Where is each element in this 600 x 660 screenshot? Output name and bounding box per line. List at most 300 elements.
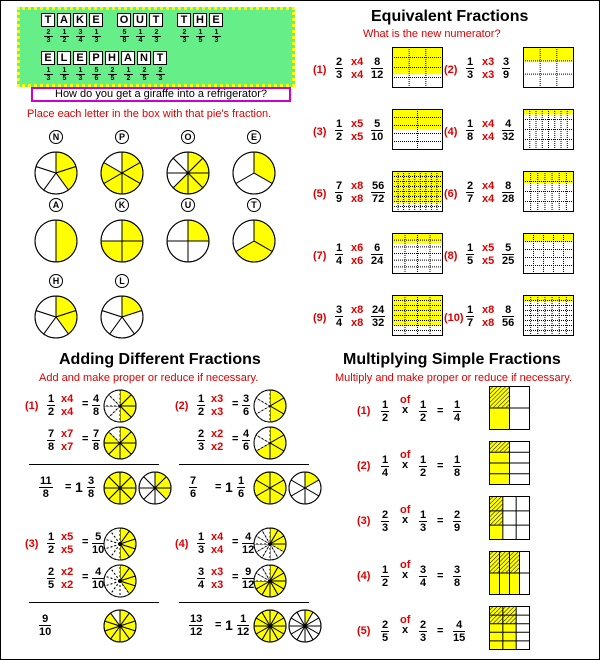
equals-sign: = bbox=[437, 625, 444, 637]
multiplier: x2 bbox=[211, 441, 224, 453]
addend-pie bbox=[253, 527, 287, 561]
numerator: 1 bbox=[420, 509, 427, 521]
puzzle-fraction bbox=[92, 29, 101, 44]
puzzle-letter-box[interactable]: T bbox=[177, 13, 191, 27]
numerator: 7 bbox=[93, 428, 100, 440]
denominator: 3 bbox=[420, 632, 427, 644]
puzzle-letter-box[interactable]: E bbox=[73, 51, 87, 65]
sum-fraction bbox=[39, 475, 53, 500]
denominator: 2 bbox=[48, 406, 55, 418]
pie-letter-label: T bbox=[247, 198, 261, 212]
whole-number: 1 bbox=[75, 479, 83, 495]
numerator: 2 bbox=[108, 67, 117, 75]
second-factor bbox=[419, 454, 427, 479]
numerator: 4 bbox=[93, 393, 100, 405]
puzzle-fraction bbox=[108, 67, 117, 82]
multiplier: x4 bbox=[61, 393, 74, 405]
sum-line bbox=[179, 464, 309, 465]
multiplier: x3 bbox=[482, 69, 495, 81]
denominator: 2 bbox=[198, 406, 205, 418]
puzzle-fraction bbox=[44, 29, 53, 44]
denominator: 5 bbox=[198, 37, 203, 44]
times-sign: x bbox=[402, 624, 409, 636]
numerator: 2 bbox=[140, 67, 149, 75]
multiplier: x4 bbox=[211, 544, 224, 556]
product-fraction bbox=[453, 564, 461, 589]
puzzle-letter-box[interactable]: P bbox=[89, 51, 103, 65]
numerator: 8 bbox=[502, 304, 514, 317]
addend-pie bbox=[253, 426, 287, 460]
second-factor bbox=[419, 564, 427, 589]
of-label: of bbox=[400, 449, 411, 461]
multiplier: x3 bbox=[482, 56, 495, 68]
numerator: 1 bbox=[92, 29, 101, 37]
multiply-grid bbox=[489, 496, 530, 540]
puzzle-letter-box[interactable]: A bbox=[121, 51, 135, 65]
equivalent-fraction bbox=[371, 56, 383, 81]
equivalent-grid bbox=[523, 233, 574, 274]
denominator: 4 bbox=[78, 37, 83, 44]
equivalent-fraction bbox=[502, 180, 514, 205]
multiplier: x6 bbox=[351, 242, 364, 254]
first-factor bbox=[381, 564, 389, 589]
numerator: 1 bbox=[198, 531, 205, 543]
addend-fraction bbox=[197, 566, 205, 591]
denominator: 10 bbox=[371, 131, 384, 143]
puzzle-fraction bbox=[92, 67, 101, 82]
matching-pie bbox=[100, 219, 144, 263]
pie-slice bbox=[35, 220, 56, 262]
puzzle-fraction bbox=[60, 67, 69, 82]
numerator: 3 bbox=[454, 564, 461, 576]
numerator: 3 bbox=[420, 564, 427, 576]
multiply-grid bbox=[489, 441, 530, 485]
denominator: 72 bbox=[372, 193, 385, 205]
equals-sign: = bbox=[215, 619, 222, 631]
multiplier: x3 bbox=[211, 566, 224, 578]
multiplier: x7 bbox=[61, 441, 74, 453]
numerator: 2 bbox=[156, 67, 165, 75]
whole-number: 1 bbox=[225, 617, 233, 633]
puzzle-fraction bbox=[44, 67, 53, 82]
numerator: 3 bbox=[198, 566, 205, 578]
denominator: 3 bbox=[46, 75, 51, 82]
denominator: 2 bbox=[382, 577, 389, 589]
numerator: 6 bbox=[371, 242, 383, 255]
first-factor bbox=[381, 509, 389, 534]
multiplier: x2 bbox=[61, 579, 74, 591]
numerator: 3 bbox=[88, 475, 95, 487]
result-pie bbox=[288, 471, 322, 505]
original-fraction bbox=[335, 304, 343, 329]
problem-number: (4) bbox=[444, 126, 458, 138]
problem-number: (4) bbox=[175, 538, 189, 550]
denominator: 6 bbox=[243, 441, 250, 453]
times-sign: x bbox=[402, 404, 409, 416]
denominator: 6 bbox=[238, 488, 245, 500]
denominator: 12 bbox=[371, 69, 384, 81]
multiplier: x4 bbox=[351, 69, 364, 81]
equivalent-grid bbox=[392, 233, 443, 274]
multiplier: x7 bbox=[61, 428, 74, 440]
denominator: 8 bbox=[467, 131, 474, 143]
multiplier: x3 bbox=[211, 406, 224, 418]
denominator: 4 bbox=[198, 579, 205, 591]
pie-letter-label: N bbox=[49, 130, 63, 144]
original-fraction bbox=[335, 118, 343, 143]
denominator: 6 bbox=[243, 406, 250, 418]
addend-pie bbox=[253, 564, 287, 598]
matching-pie bbox=[166, 219, 210, 263]
converted-fraction bbox=[242, 393, 250, 418]
denominator: 5 bbox=[48, 579, 55, 591]
pie-letter-label: E bbox=[247, 130, 261, 144]
denominator: 12 bbox=[190, 626, 203, 638]
numerator: 8 bbox=[502, 180, 514, 193]
multiplier: x4 bbox=[482, 180, 495, 192]
puzzle-letter-box[interactable]: L bbox=[57, 51, 71, 65]
denominator: 3 bbox=[154, 37, 159, 44]
problem-number: (1) bbox=[25, 400, 39, 412]
first-factor bbox=[381, 619, 389, 644]
puzzle-letter-box[interactable]: H bbox=[105, 51, 119, 65]
numerator: 1 bbox=[237, 613, 249, 626]
numerator: 56 bbox=[372, 180, 385, 192]
original-fraction bbox=[335, 56, 343, 81]
numerator: 5 bbox=[120, 29, 129, 37]
addend-pie bbox=[103, 389, 137, 423]
multiplier: x5 bbox=[61, 544, 74, 556]
matching-pie bbox=[34, 219, 78, 263]
numerator: 2 bbox=[382, 619, 389, 631]
matching-pie bbox=[232, 151, 276, 195]
numerator: 4 bbox=[453, 619, 465, 632]
puzzle-fraction bbox=[76, 67, 85, 82]
equivalent-grid bbox=[523, 47, 574, 88]
equivalent-subtitle: What is the new numerator? bbox=[363, 28, 501, 40]
numerator: 4 bbox=[242, 531, 254, 544]
denominator: 3 bbox=[467, 69, 474, 81]
denominator: 4 bbox=[420, 577, 427, 589]
original-fraction bbox=[466, 118, 474, 143]
original-fraction bbox=[335, 242, 343, 267]
sum-line bbox=[29, 602, 159, 603]
multiplier: x4 bbox=[211, 531, 224, 543]
equivalent-fraction bbox=[502, 242, 514, 267]
multiplier: x4 bbox=[482, 193, 495, 205]
numerator: 2 bbox=[198, 428, 205, 440]
numerator: 1 bbox=[336, 242, 343, 254]
product-fraction bbox=[453, 509, 461, 534]
addend-pie bbox=[253, 389, 287, 423]
multiplier: x3 bbox=[211, 393, 224, 405]
of-label: of bbox=[400, 504, 411, 516]
multiplier: x5 bbox=[482, 255, 495, 267]
pie-letter-label: K bbox=[115, 198, 129, 212]
riddle-question: How do you get a giraffe into a refrigerator? bbox=[55, 88, 267, 100]
denominator: 2 bbox=[48, 544, 55, 556]
equals-sign: = bbox=[232, 433, 239, 445]
puzzle-letter-box[interactable]: E bbox=[209, 13, 223, 27]
numerator: 2 bbox=[336, 56, 343, 68]
numerator: 2 bbox=[420, 619, 427, 631]
denominator: 9 bbox=[503, 69, 510, 81]
sum-fraction bbox=[39, 613, 51, 638]
denominator: 2 bbox=[420, 467, 427, 479]
numerator: 2 bbox=[454, 509, 461, 521]
mixed-fraction bbox=[237, 613, 249, 638]
numerator: 2 bbox=[382, 509, 389, 521]
denominator: 32 bbox=[372, 317, 385, 329]
denominator: 3 bbox=[78, 75, 83, 82]
equals-sign: = bbox=[82, 536, 89, 548]
product-fraction bbox=[453, 399, 461, 424]
denominator: 5 bbox=[382, 632, 389, 644]
problem-number: (10) bbox=[444, 312, 464, 324]
numerator: 1 bbox=[212, 29, 221, 37]
grid-hatch bbox=[490, 387, 510, 409]
adding-title: Adding Different Fractions bbox=[59, 351, 261, 368]
puzzle-letter-box[interactable]: H bbox=[193, 13, 207, 27]
equals-sign: = bbox=[437, 570, 444, 582]
numerator: 1 bbox=[238, 475, 245, 487]
puzzle-fraction bbox=[60, 29, 69, 44]
numerator: 5 bbox=[502, 242, 514, 255]
first-factor bbox=[381, 454, 389, 479]
denominator: 10 bbox=[92, 579, 105, 591]
denominator: 4 bbox=[138, 37, 143, 44]
numerator: 4 bbox=[92, 566, 104, 579]
numerator: 1 bbox=[196, 29, 205, 37]
addend-fraction bbox=[47, 566, 55, 591]
denominator: 15 bbox=[453, 632, 466, 644]
numerator: 3 bbox=[336, 304, 343, 316]
numerator: 7 bbox=[48, 428, 55, 440]
denominator: 9 bbox=[454, 522, 461, 534]
multiplier: x4 bbox=[61, 406, 74, 418]
result-pie bbox=[288, 609, 322, 643]
second-factor bbox=[419, 509, 427, 534]
denominator: 8 bbox=[93, 441, 100, 453]
pie-slice-filled bbox=[56, 220, 77, 262]
puzzle-fraction bbox=[196, 29, 205, 44]
equivalent-grid bbox=[392, 109, 443, 150]
original-fraction bbox=[466, 304, 474, 329]
multiplier: x2 bbox=[61, 566, 74, 578]
multiplier: x8 bbox=[482, 304, 495, 316]
puzzle-letter-box[interactable]: E bbox=[41, 51, 55, 65]
matching-pie bbox=[100, 151, 144, 195]
denominator: 56 bbox=[502, 317, 515, 329]
grid-hatch bbox=[490, 552, 520, 574]
pie-letter-label: O bbox=[181, 130, 195, 144]
multiplier: x8 bbox=[351, 180, 364, 192]
original-fraction bbox=[466, 180, 474, 205]
problem-number: (3) bbox=[313, 126, 327, 138]
denominator: 4 bbox=[454, 412, 461, 424]
puzzle-fraction bbox=[120, 29, 129, 44]
problem-number: (3) bbox=[25, 538, 39, 550]
denominator: 4 bbox=[336, 317, 343, 329]
problem-number: (6) bbox=[444, 188, 458, 200]
product-fraction bbox=[453, 454, 461, 479]
denominator: 32 bbox=[502, 131, 515, 143]
puzzle-fraction bbox=[152, 29, 161, 44]
denominator: 3 bbox=[214, 37, 219, 44]
mixed-fraction bbox=[237, 475, 245, 500]
equals-sign: = bbox=[437, 405, 444, 417]
numerator: 3 bbox=[243, 393, 250, 405]
puzzle-letter-box[interactable]: T bbox=[41, 13, 55, 27]
multiplier: x3 bbox=[211, 579, 224, 591]
numerator: 4 bbox=[243, 428, 250, 440]
times-sign: x bbox=[402, 459, 409, 471]
numerator: 1 bbox=[198, 393, 205, 405]
addend-fraction bbox=[197, 531, 205, 556]
equals-sign: = bbox=[82, 398, 89, 410]
converted-fraction bbox=[92, 393, 100, 418]
sum-line bbox=[179, 602, 309, 603]
equivalent-grid bbox=[523, 171, 574, 212]
denominator: 4 bbox=[382, 467, 389, 479]
equivalent-fraction bbox=[371, 242, 383, 267]
puzzle-letter-box[interactable]: E bbox=[89, 13, 103, 27]
numerator: 2 bbox=[44, 29, 53, 37]
times-sign: x bbox=[402, 569, 409, 581]
original-fraction bbox=[335, 180, 343, 205]
puzzle-letter-box[interactable]: O bbox=[117, 13, 131, 27]
product-fraction bbox=[453, 619, 465, 644]
denominator: 3 bbox=[198, 544, 205, 556]
original-fraction bbox=[466, 242, 474, 267]
denominator: 2 bbox=[382, 412, 389, 424]
problem-number: (2) bbox=[357, 460, 371, 472]
multiplier: x5 bbox=[351, 118, 364, 130]
problem-number: (9) bbox=[313, 312, 327, 324]
numerator: 1 bbox=[336, 118, 343, 130]
numerator: 8 bbox=[371, 56, 383, 69]
numerator: 1 bbox=[420, 454, 427, 466]
numerator: 1 bbox=[467, 56, 474, 68]
first-factor bbox=[381, 399, 389, 424]
result-pie bbox=[103, 471, 137, 505]
problem-number: (2) bbox=[175, 400, 189, 412]
puzzle-letter-box[interactable]: T bbox=[149, 13, 163, 27]
puzzle-letter-box[interactable]: K bbox=[73, 13, 87, 27]
numerator: 13 bbox=[190, 613, 203, 625]
equivalent-fraction bbox=[502, 304, 514, 329]
denominator: 5 bbox=[142, 75, 147, 82]
multiplier: x4 bbox=[482, 118, 495, 130]
denominator: 2 bbox=[126, 75, 131, 82]
denominator: 7 bbox=[467, 317, 474, 329]
matching-pie bbox=[34, 151, 78, 195]
adding-subtitle: Add and make proper or reduce if necessary. bbox=[39, 372, 259, 384]
grid-fill bbox=[524, 234, 574, 242]
sum-line bbox=[29, 464, 159, 465]
numerator: 2 bbox=[467, 180, 474, 192]
numerator: 11 bbox=[40, 475, 52, 487]
multiplier: x4 bbox=[482, 131, 495, 143]
numerator: 1 bbox=[60, 29, 69, 37]
multiplying-title: Multiplying Simple Fractions bbox=[343, 351, 561, 368]
grid-fill bbox=[393, 48, 443, 75]
denominator: 3 bbox=[336, 69, 343, 81]
denominator: 3 bbox=[94, 37, 99, 44]
addend-fraction bbox=[197, 428, 205, 453]
equivalent-fraction bbox=[371, 118, 383, 143]
equals-sign: = bbox=[232, 536, 239, 548]
denominator: 7 bbox=[467, 193, 474, 205]
pie-letter-label: L bbox=[115, 274, 129, 288]
of-label: of bbox=[400, 614, 411, 626]
numerator: 5 bbox=[371, 118, 383, 131]
multiplier: x8 bbox=[351, 317, 364, 329]
problem-number: (1) bbox=[313, 64, 327, 76]
equivalent-grid bbox=[392, 47, 443, 88]
denominator: 10 bbox=[92, 544, 105, 556]
multiply-grid bbox=[489, 386, 530, 430]
grid-hatch bbox=[490, 442, 510, 453]
puzzle-letter-box[interactable]: U bbox=[133, 13, 147, 27]
denominator: 6 bbox=[94, 75, 99, 82]
denominator: 8 bbox=[122, 37, 127, 44]
equivalent-grid bbox=[523, 109, 574, 150]
problem-number: (4) bbox=[357, 570, 371, 582]
numerator: 3 bbox=[76, 29, 85, 37]
addend-pie bbox=[103, 527, 137, 561]
second-factor bbox=[419, 399, 427, 424]
second-factor bbox=[419, 619, 427, 644]
problem-number: (7) bbox=[313, 250, 327, 262]
addend-pie bbox=[103, 564, 137, 598]
denominator: 6 bbox=[190, 488, 197, 500]
numerator: 1 bbox=[454, 454, 461, 466]
numerator: 1 bbox=[382, 454, 389, 466]
denominator: 3 bbox=[46, 37, 51, 44]
denominator: 12 bbox=[242, 579, 255, 591]
of-label: of bbox=[400, 394, 411, 406]
puzzle-letter-box[interactable]: N bbox=[137, 51, 151, 65]
numerator: 2 bbox=[152, 29, 161, 37]
addend-fraction bbox=[47, 428, 55, 453]
equivalent-fraction bbox=[502, 56, 510, 81]
numerator: 7 bbox=[336, 180, 343, 192]
pie-instruction: Place each letter in the box with that pie's fraction. bbox=[27, 108, 272, 120]
numerator: 1 bbox=[467, 242, 474, 254]
equivalent-grid bbox=[392, 295, 443, 336]
denominator: 28 bbox=[502, 193, 515, 205]
converted-fraction bbox=[242, 428, 250, 453]
denominator: 24 bbox=[371, 255, 384, 267]
multiply-grid bbox=[489, 551, 530, 595]
puzzle-letter-box[interactable]: T bbox=[153, 51, 167, 65]
puzzle-letter-box[interactable]: A bbox=[57, 13, 71, 27]
multiplier: x8 bbox=[351, 193, 364, 205]
denominator: 4 bbox=[336, 255, 343, 267]
problem-number: (3) bbox=[357, 515, 371, 527]
numerator: 1 bbox=[48, 393, 55, 405]
denominator: 8 bbox=[454, 467, 461, 479]
denominator: 5 bbox=[467, 255, 474, 267]
of-label: of bbox=[400, 559, 411, 571]
puzzle-fraction bbox=[156, 67, 165, 82]
multiplier: x8 bbox=[482, 317, 495, 329]
puzzle-fraction bbox=[124, 67, 133, 82]
denominator: 9 bbox=[336, 193, 343, 205]
denominator: 8 bbox=[42, 488, 49, 500]
denominator: 12 bbox=[242, 544, 255, 556]
